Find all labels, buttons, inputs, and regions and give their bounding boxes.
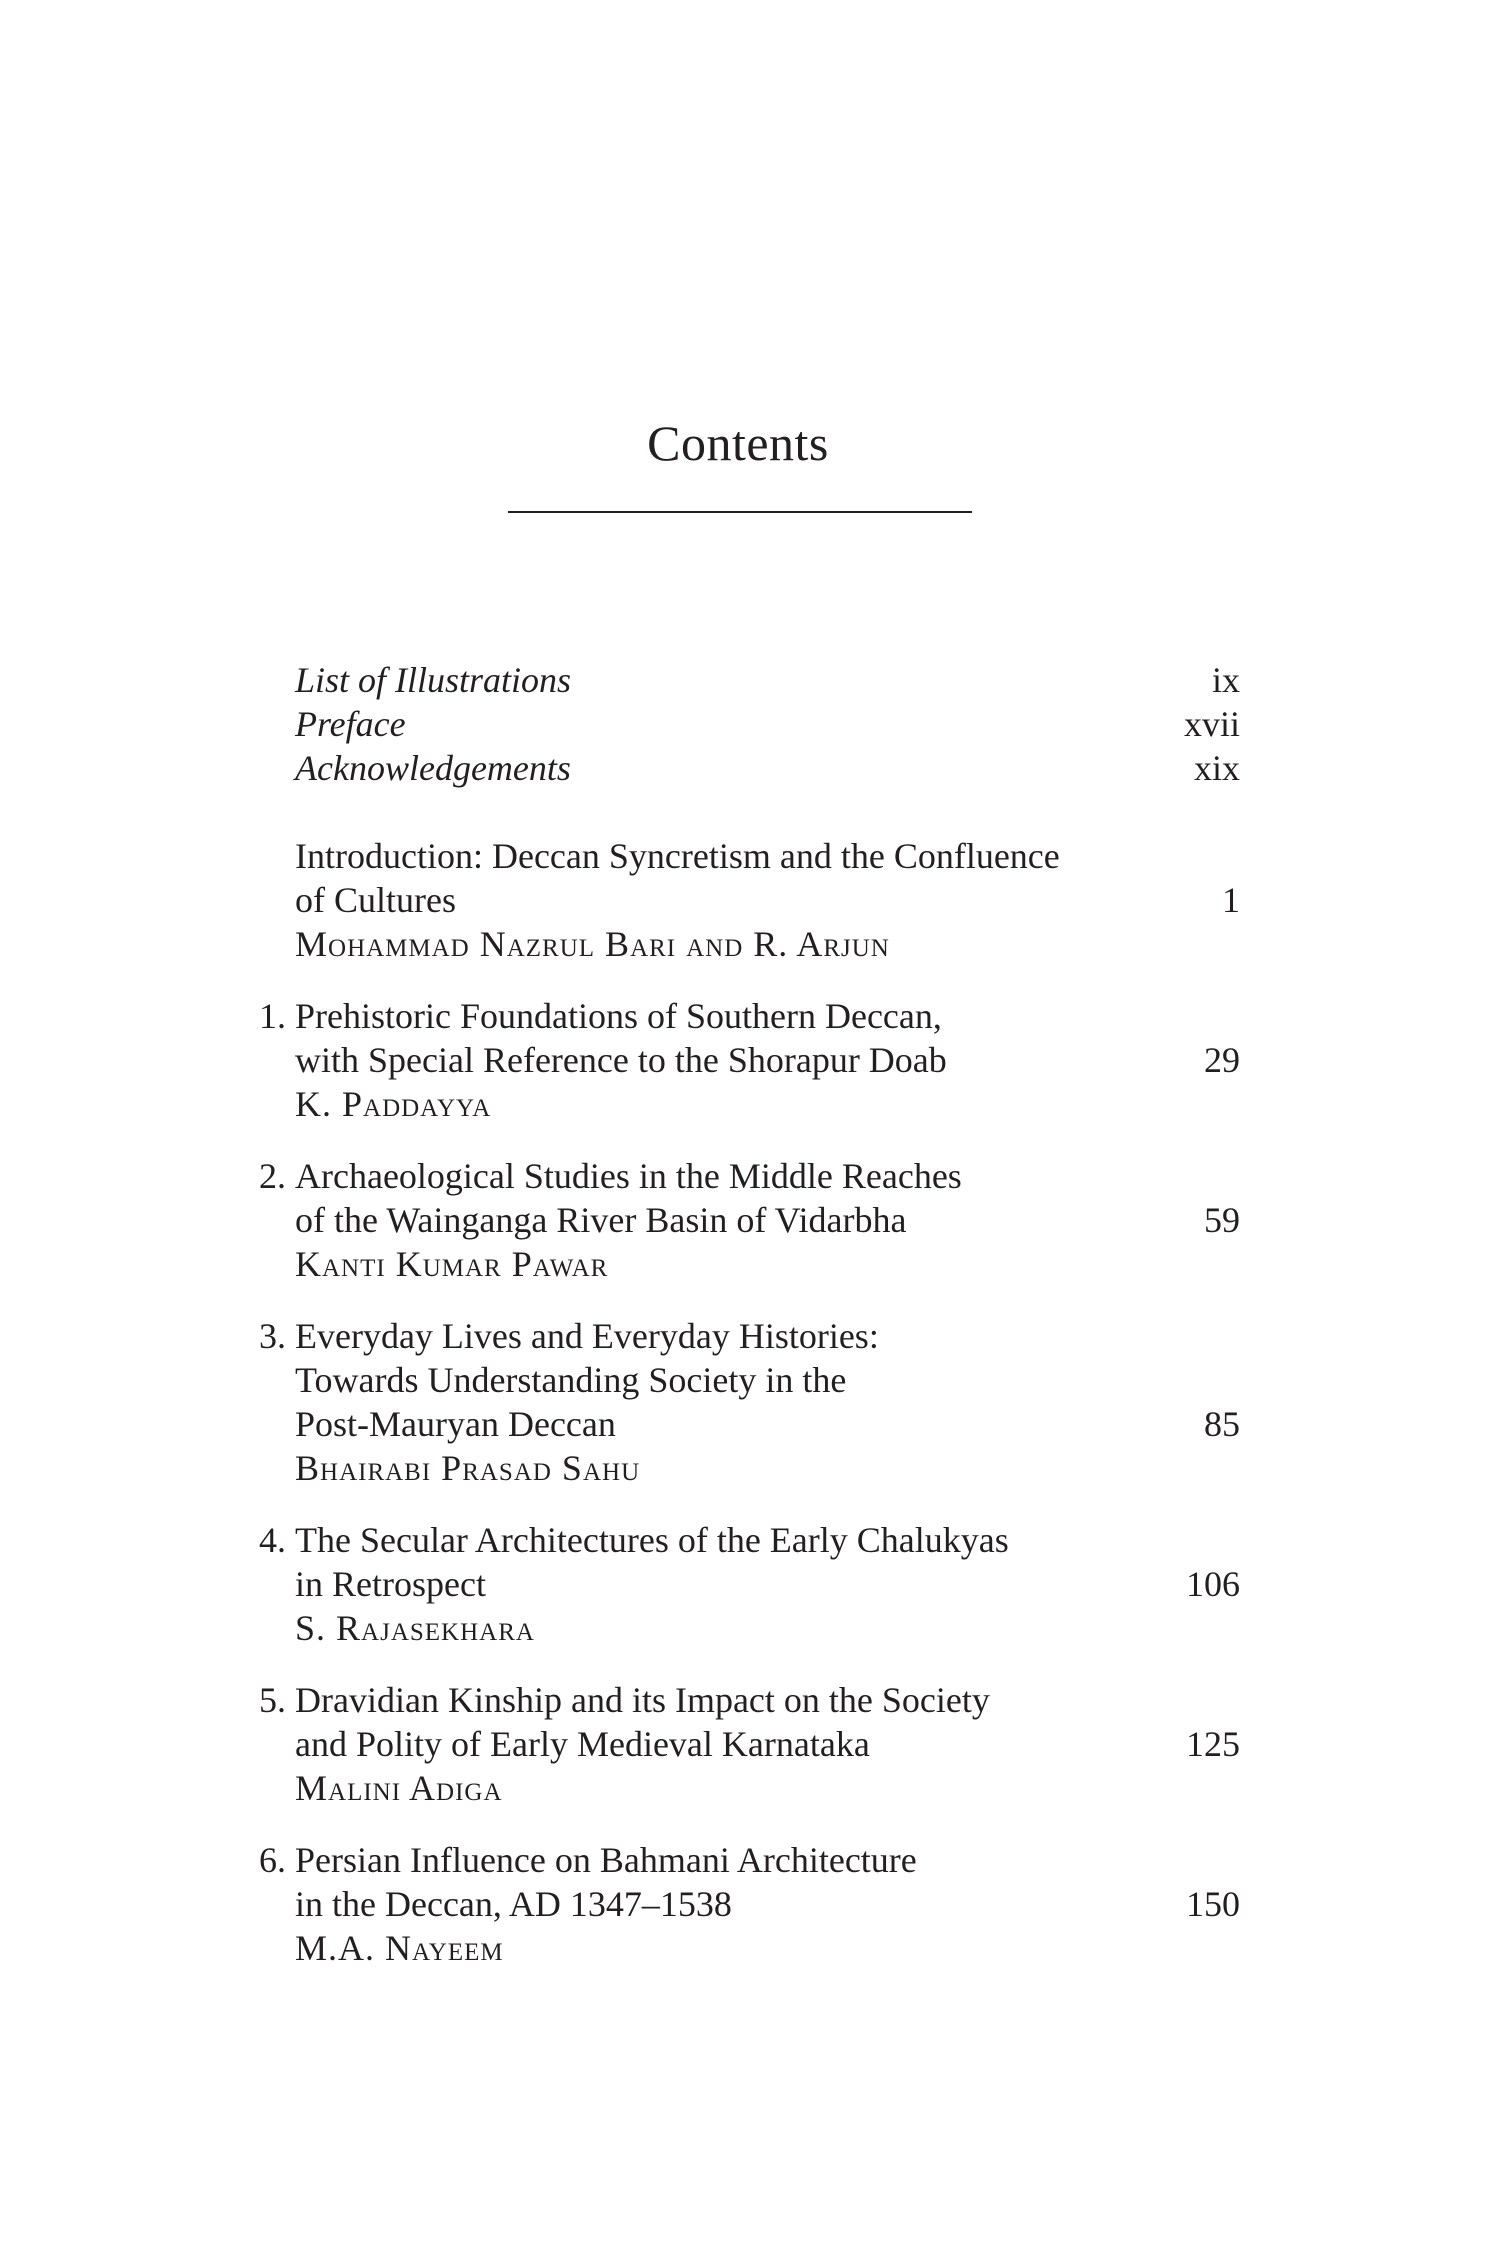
page-title: Contents (647, 415, 829, 471)
toc-entry-title: List of Illustrations (295, 660, 572, 700)
toc-author: S. Rajasekhara (295, 1608, 535, 1648)
toc-entry-chapter-4[interactable] (259, 1518, 1240, 1562)
toc-author: Mohammad Nazrul Bari and R. Arjun (295, 924, 890, 964)
chapter-number: 4. (259, 1520, 286, 1560)
toc-page-number: 125 (1186, 1724, 1240, 1764)
toc-author-row (295, 922, 1240, 966)
toc-author: Malini Adiga (295, 1768, 503, 1808)
toc-author: M.A. Nayeem (295, 1928, 504, 1968)
toc-page-number: xvii (1183, 704, 1240, 744)
toc-entry-chapter-1-cont (295, 1038, 1240, 1082)
toc-author-row (295, 1766, 1240, 1810)
toc-entry-title: in the Deccan, AD 1347–1538 (295, 1884, 732, 1924)
toc-page-number: ix (1211, 660, 1240, 700)
toc-author-row (295, 1082, 1240, 1126)
toc-entry-title: Dravidian Kinship and its Impact on the Society (295, 1680, 990, 1720)
toc-entry-preface[interactable] (295, 702, 1240, 746)
toc-page-number: 85 (1204, 1404, 1240, 1444)
toc-author: Kanti Kumar Pawar (295, 1244, 609, 1284)
chapter-number: 3. (259, 1316, 286, 1356)
chapter-number: 1. (259, 996, 286, 1036)
toc-entry-list-of-illustrations[interactable] (295, 658, 1240, 702)
toc-entry-chapter-2[interactable] (259, 1154, 1240, 1198)
toc-entry-title: Prehistoric Foundations of Southern Deccan, (295, 996, 942, 1036)
toc-entry-chapter-3[interactable] (259, 1314, 1240, 1358)
toc-page-number: 150 (1186, 1884, 1240, 1924)
toc-entry-chapter-5-cont (295, 1722, 1240, 1766)
toc-entry-title: Acknowledgements (295, 748, 571, 788)
toc-entry-chapter-4-cont (295, 1562, 1240, 1606)
toc-entry-title: and Polity of Early Medieval Karnataka (295, 1724, 870, 1764)
toc-page-number: xix (1193, 748, 1240, 788)
toc-entry-title: Post-Mauryan Deccan (295, 1404, 616, 1444)
toc-page-number: 29 (1204, 1040, 1240, 1080)
toc-entry-introduction[interactable] (295, 834, 1240, 878)
toc-entry-title: Introduction: Deccan Syncretism and the Confluence (295, 836, 1060, 876)
toc-entry-chapter-2-cont (295, 1198, 1240, 1242)
toc-entry-title: of the Wainganga River Basin of Vidarbha (295, 1200, 907, 1240)
toc-entry-chapter-1[interactable] (259, 994, 1240, 1038)
toc-author: K. Paddayya (295, 1084, 492, 1124)
toc-author: Bhairabi Prasad Sahu (295, 1448, 641, 1488)
toc-author-row (295, 1446, 1240, 1490)
toc-entry-title: Archaeological Studies in the Middle Reaches (295, 1156, 962, 1196)
toc-entry-chapter-5[interactable] (259, 1678, 1240, 1722)
toc-entry-title: Towards Understanding Society in the (295, 1360, 847, 1400)
toc-page-number: 106 (1186, 1564, 1240, 1604)
toc-entry-chapter-6[interactable] (259, 1838, 1240, 1882)
toc-entry-title: with Special Reference to the Shorapur Doab (295, 1040, 947, 1080)
title-rule (508, 511, 972, 513)
toc-entry-acknowledgements[interactable] (295, 746, 1240, 790)
chapter-number: 6. (259, 1840, 286, 1880)
toc-author-row (295, 1242, 1240, 1286)
toc-page-number: 59 (1204, 1200, 1240, 1240)
toc-author-row (295, 1926, 1240, 1970)
toc-entry-chapter-3-cont (295, 1402, 1240, 1446)
toc-entry-title: Preface (295, 704, 406, 744)
toc-entry-chapter-6-cont (295, 1882, 1240, 1926)
toc-entry-title: of Cultures (295, 880, 456, 920)
toc-author-row (295, 1606, 1240, 1650)
toc-entry-chapter-3-cont (295, 1358, 1240, 1402)
toc-entry-title: Persian Influence on Bahmani Architecture (295, 1840, 917, 1880)
toc-entry-title: Everyday Lives and Everyday Histories: (295, 1316, 879, 1356)
toc-entry-title: in Retrospect (295, 1564, 486, 1604)
chapter-number: 2. (259, 1156, 286, 1196)
toc-page-number: 1 (1222, 880, 1240, 920)
toc-entry-title: The Secular Architectures of the Early Chalukyas (295, 1520, 1009, 1560)
chapter-number: 5. (259, 1680, 286, 1720)
toc-entry-introduction-cont (295, 878, 1240, 922)
